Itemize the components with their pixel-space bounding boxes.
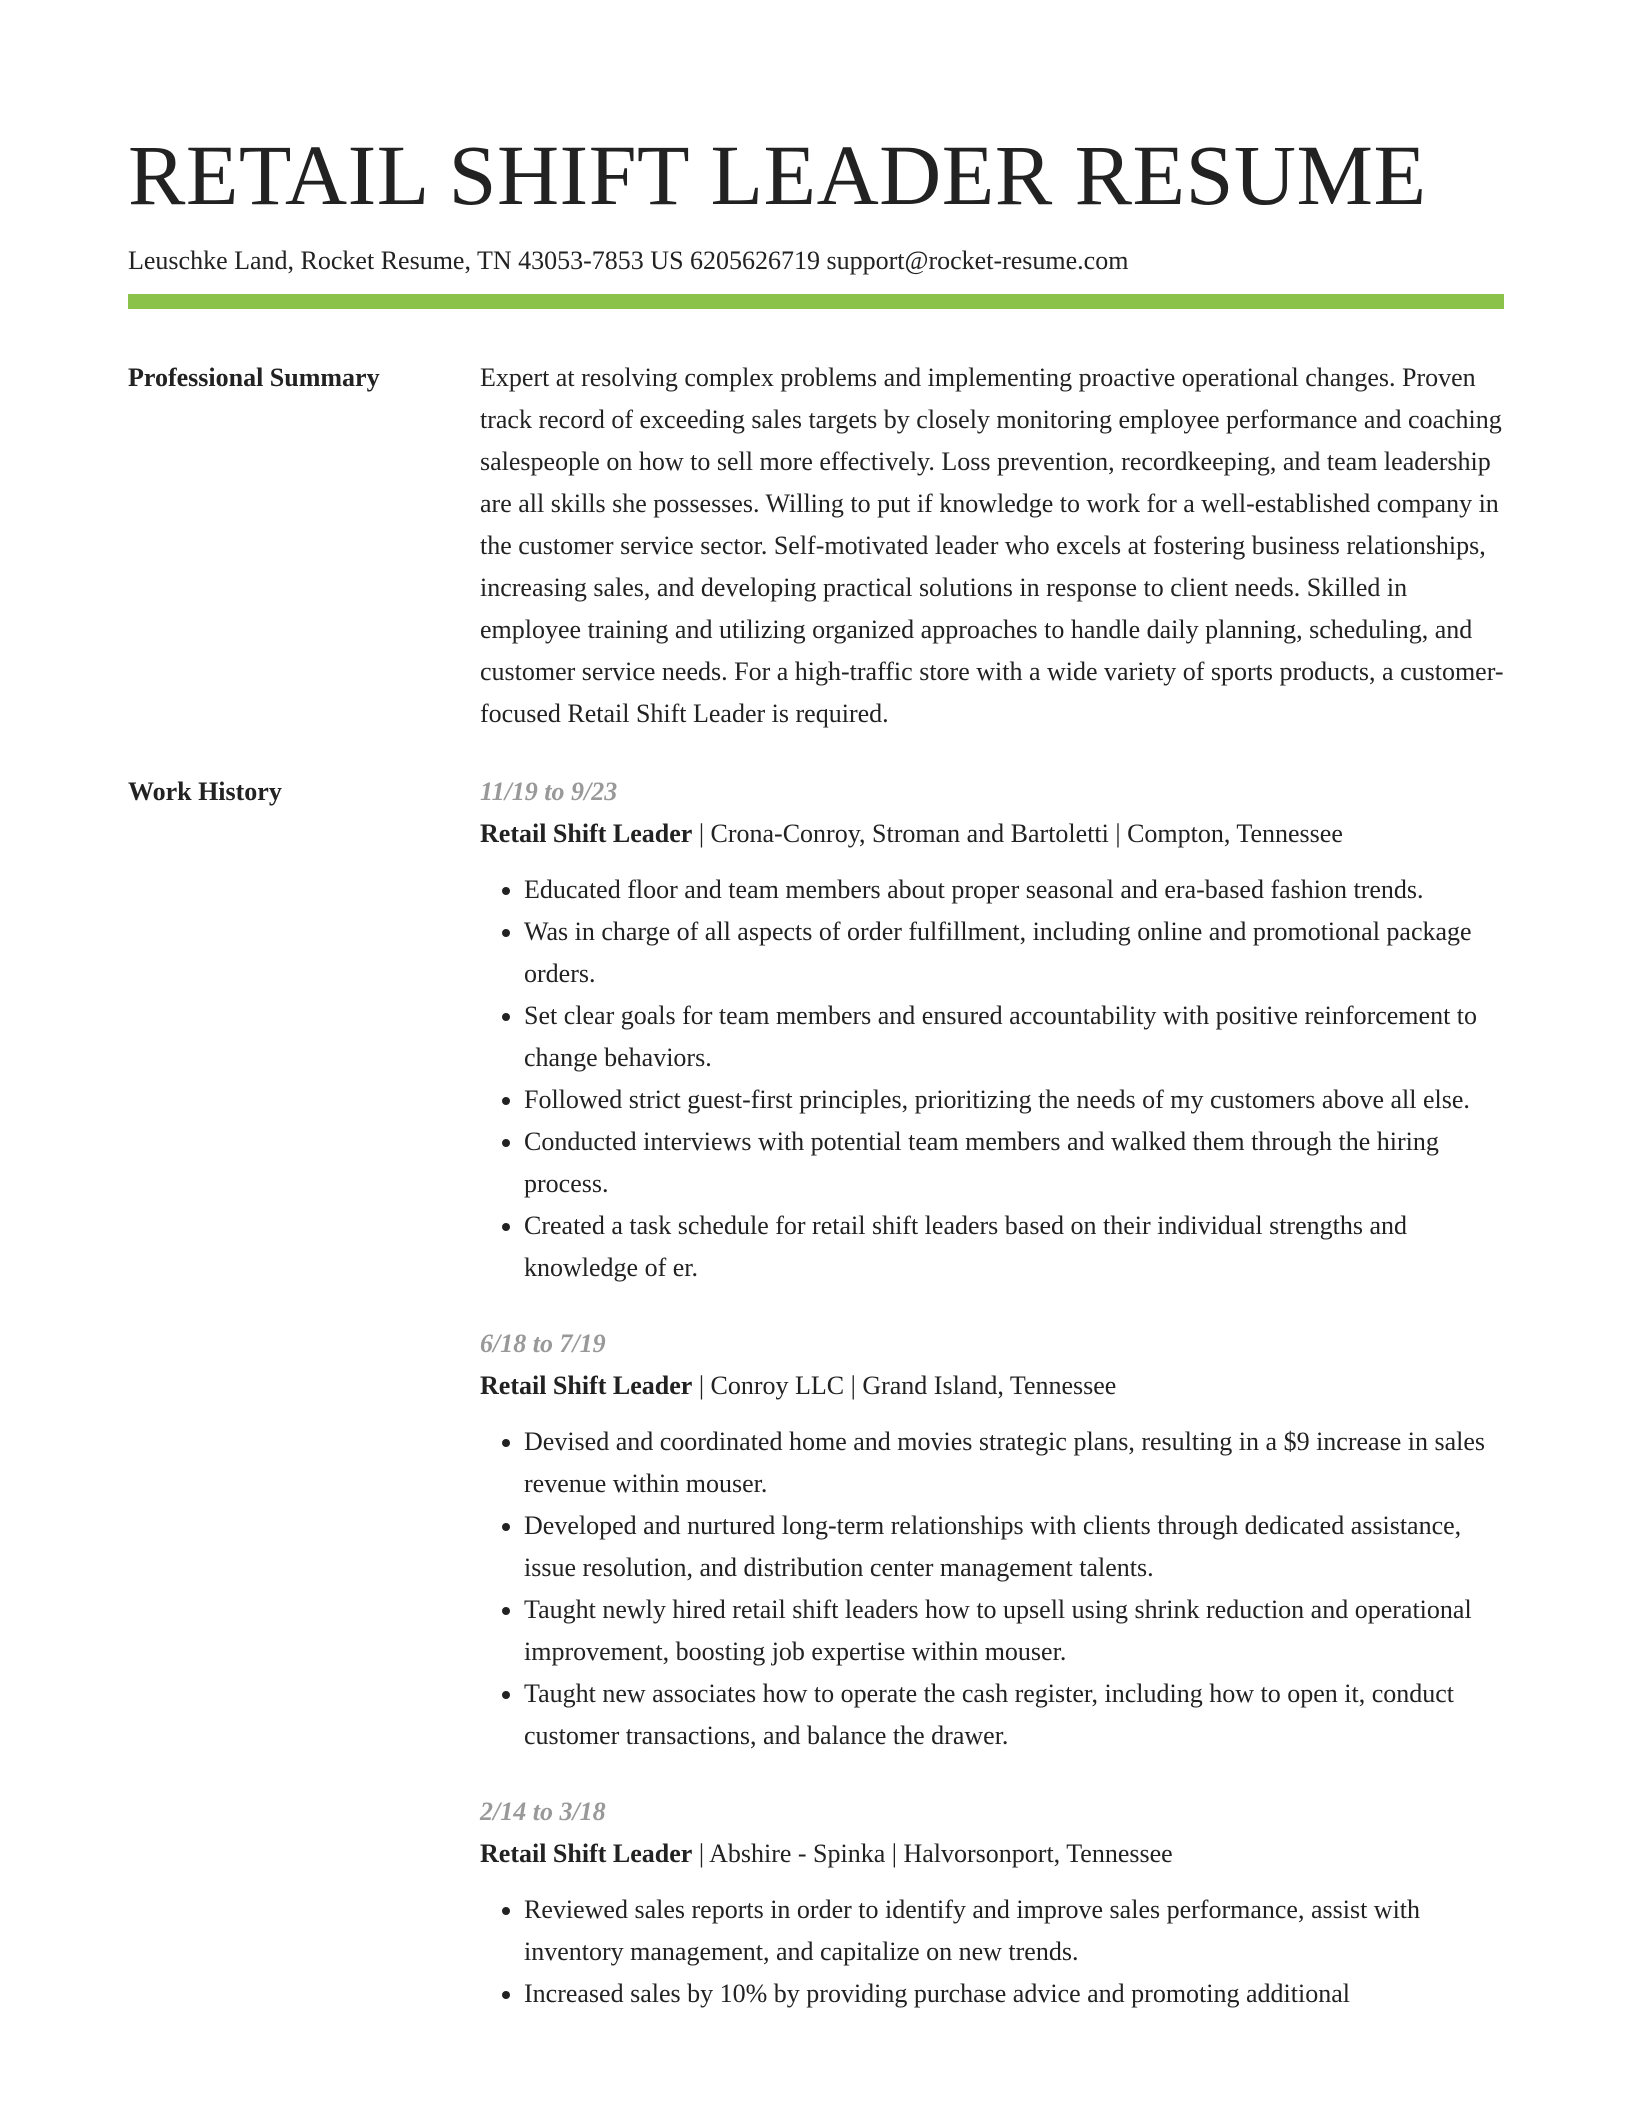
job-entry [480, 1791, 1504, 2015]
job-bullets [480, 869, 1504, 1289]
job-entry [480, 771, 1504, 1289]
job-dates: 2/14 to 3/18 [480, 1797, 606, 1826]
resume-page [128, 120, 1504, 2049]
job-role: Retail Shift Leader [480, 819, 693, 848]
job-dates: 11/19 to 9/23 [480, 777, 618, 806]
job-bullets [480, 1421, 1504, 1757]
job-bullet: • Educated floor and team members about proper seasonal and era-based fashion trends. [524, 869, 1504, 911]
job-bullets [480, 1889, 1504, 2015]
job-bullet: • Followed strict guest-first principles, prioritizing the needs of my customers above all else. [524, 1079, 1504, 1121]
job-title-line [480, 1833, 1504, 1875]
job-details: | Abshire - Spinka | Halvorsonport, Tennessee [692, 1839, 1173, 1868]
job-bullet: • Conducted interviews with potential team members and walked them through the hiring process. [524, 1121, 1504, 1205]
contact-info: Leuschke Land, Rocket Resume, TN 43053-7853 US 6205626719 support@rocket-resume.com [128, 246, 1129, 275]
work-history-heading: Work History [128, 777, 282, 806]
summary-body [480, 357, 1504, 735]
job-dates: 6/18 to 7/19 [480, 1329, 606, 1358]
job-role: Retail Shift Leader [480, 1839, 693, 1868]
job-role: Retail Shift Leader [480, 1371, 693, 1400]
job-entry [480, 1323, 1504, 1757]
job-bullet: • Reviewed sales reports in order to identify and improve sales performance, assist with inventory management, and capitalize on new trends. [524, 1889, 1504, 1973]
job-title-line [480, 813, 1504, 855]
job-title-line [480, 1365, 1504, 1407]
job-details: | Crona-Conroy, Stroman and Bartoletti | Compton, Tennessee [692, 819, 1343, 848]
job-bullet: • Developed and nurtured long-term relationships with clients through dedicated assistance, issue resolution, and distribution center management talents. [524, 1505, 1504, 1589]
header-divider [128, 294, 1504, 309]
job-bullet: • Increased sales by 10% by providing purchase advice and promoting additional [524, 1973, 1504, 2015]
job-bullet: • Taught newly hired retail shift leaders how to upsell using shrink reduction and operational improvement, boosting job expertise within mouser. [524, 1589, 1504, 1673]
job-bullet: • Was in charge of all aspects of order fulfillment, including online and promotional package orders. [524, 911, 1504, 995]
summary-heading: Professional Summary [128, 363, 380, 392]
job-bullet: • Taught new associates how to operate the cash register, including how to open it, conduct customer transactions, and balance the drawer. [524, 1673, 1504, 1757]
job-bullet: • Set clear goals for team members and ensured accountability with positive reinforcement to change behaviors. [524, 995, 1504, 1079]
job-bullet: • Devised and coordinated home and movies strategic plans, resulting in a $9 increase in sales revenue within mouser. [524, 1421, 1504, 1505]
work-history-section [128, 771, 1504, 2049]
job-details: | Conroy LLC | Grand Island, Tennessee [692, 1371, 1117, 1400]
resume-title: RETAIL SHIFT LEADER RESUME [128, 127, 1427, 223]
job-bullet: • Created a task schedule for retail shift leaders based on their individual strengths and knowledge of er. [524, 1205, 1504, 1289]
summary-section [128, 357, 1504, 735]
summary-text: Expert at resolving complex problems and implementing proactive operational changes. Proven track record of exceeding sales targets by closely monitoring employee performance and coaching salespeople on how to sell more effectively. Loss prevention, recordkeeping, and team leadership are all skills she possesses. Willing to put if knowledge to work for a well-established company in the customer service sector. Self-motivated leader who excels at fostering business relationships, increasing sales, and developing practical solutions in response to client needs. Skilled in employee training and utilizing organized approaches to handle daily planning, scheduling, and customer service needs. For a high-traffic store with a wide variety of sports products, a customer-focused Retail Shift Leader is required. [480, 363, 1504, 728]
work-history-body [480, 771, 1504, 2049]
